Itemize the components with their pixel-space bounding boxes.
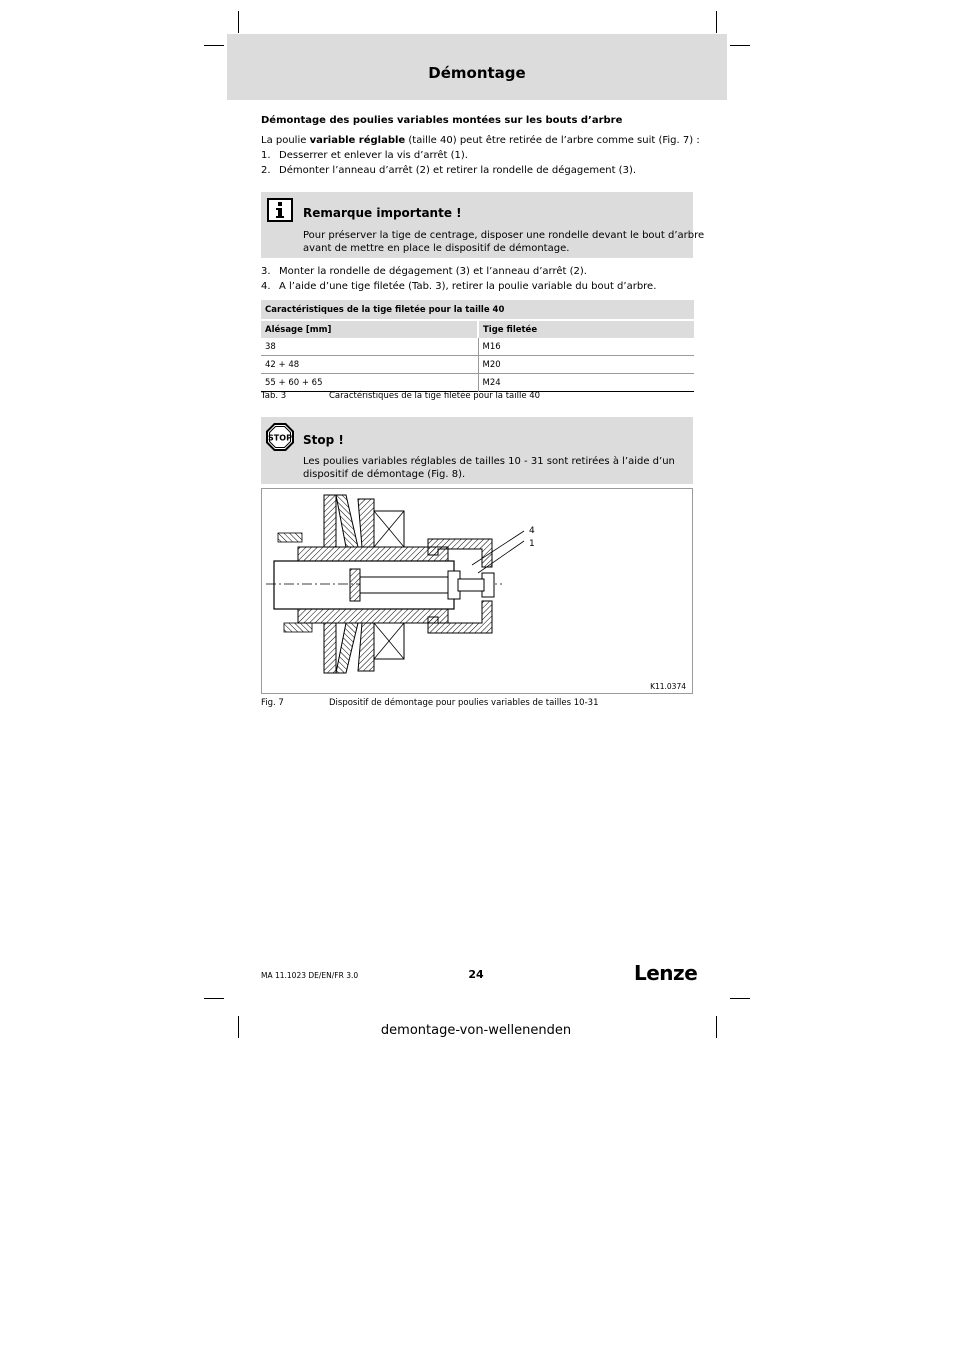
table-title-row [261,300,694,320]
page-slug: demontage-von-wellenenden [380,1023,572,1038]
step-number: 3. [261,266,271,277]
table-header-cell: Tige filetée [483,324,538,335]
table-row [261,338,694,356]
table-header-cell: Alésage [mm] [261,320,478,338]
step-number: 4. [261,281,271,292]
step-number: 1. [261,150,271,161]
crop-mark [716,1016,717,1038]
stop-icon [266,423,294,451]
step-text: Démonter l’anneau d’arrêt (2) et retirer la rondelle de dégagement (3). [279,165,637,176]
table-cell: 55 + 60 + 65 [261,374,478,392]
table-header-row [261,320,694,338]
crop-mark [238,11,239,33]
callout-4: 4 [529,526,535,536]
set-screw-bottom [284,623,312,632]
crop-mark [204,45,224,46]
step-item [261,149,468,162]
note-line: avant de mettre en place le dispositif de démontage. [303,243,570,254]
page-number: 24 [468,968,484,981]
info-icon [267,198,293,222]
step-item [261,164,636,177]
crop-mark [730,45,750,46]
table-cell: 42 + 48 [261,356,478,374]
table-title: Caractéristiques de la tige filetée pour la taille 40 [265,304,505,315]
table-row [261,356,694,374]
section-subheading: Démontage des poulies variables montées sur les bouts d’arbre [261,115,623,126]
table-caption-label: Tab. 3 [261,391,287,401]
intro-suffix: (taille 40) peut être retirée de l’arbre comme suit (Fig. 7) : [405,135,700,146]
note-line: dispositif de démontage (Fig. 8). [303,469,466,480]
hub-sleeve-bottom [298,609,448,623]
lenze-logo: Lenze [634,961,698,985]
bolt-shank [458,579,484,591]
step-text: Desserrer et enlever la vis d’arrêt (1). [279,150,468,161]
pulley-disc-right-top [358,499,374,547]
note-line: Les poulies variables réglables de tailles 10 - 31 sont retirées à l’aide d’un [303,456,675,467]
hub-sleeve-top [298,547,448,561]
intro-prefix: La poulie [261,135,310,146]
pulley-disc-right-bottom [358,623,374,671]
pulley-disc-left-bottom [324,623,336,673]
important-note [261,192,705,258]
figure-frame [261,488,693,694]
thrust-washer [350,569,360,601]
pulley-disc-left-top [324,495,336,547]
step-item [261,280,656,293]
technical-drawing [262,489,692,693]
note-title: Remarque importante ! [303,206,462,220]
stop-note [261,417,693,484]
threaded-rod [360,577,456,593]
note-line: Pour préserver la tige de centrage, disposer une rondelle devant le bout d’arbre [303,230,705,241]
page-title: Démontage [428,64,526,82]
info-glyph [269,200,291,220]
pulley-flank-top [336,495,358,547]
crop-mark [204,998,224,999]
stop-octagon [266,423,294,451]
table-caption-text: Caractéristiques de la tige filetée pour la taille 40 [329,391,541,401]
crop-mark [730,998,750,999]
figure-caption-text: Dispositif de démontage pour poulies variables de tailles 10-31 [329,698,599,708]
table-cell: M20 [482,359,501,370]
document-reference: MA 11.1023 DE/EN/FR 3.0 [261,971,359,980]
step-item [261,265,587,278]
table-cell: M24 [482,377,501,388]
callout-1: 1 [529,539,535,549]
set-screw-top [278,533,302,542]
table-cell: M16 [482,341,501,352]
step-text: Monter la rondelle de dégagement (3) et l’anneau d’arrêt (2). [279,266,587,277]
spec-table [261,300,694,392]
crop-mark [716,11,717,33]
crop-mark [238,1016,239,1038]
note-title: Stop ! [303,433,344,447]
step-text: A l’aide d’une tige filetée (Tab. 3), retirer la poulie variable du bout d’arbre. [279,281,657,292]
intro-paragraph [261,134,700,147]
table-cell: 38 [261,338,478,356]
stop-icon-text: STOP [268,433,292,443]
step-number: 2. [261,165,271,176]
table-row [261,374,694,392]
intro-bold: variable réglable [309,135,406,146]
pulley-flank-bottom [336,623,358,673]
figure-caption-label: Fig. 7 [261,698,284,708]
figure-code: K11.0374 [650,682,686,691]
